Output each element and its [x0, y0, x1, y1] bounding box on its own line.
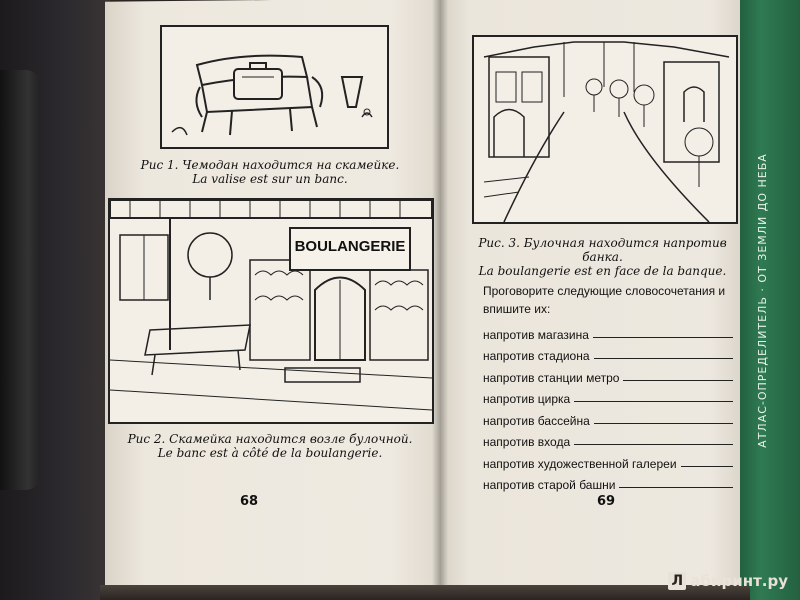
figure-2-caption: [110, 432, 430, 460]
exercise-answer-line[interactable]: [574, 444, 733, 445]
figure-3-caption-fr: La boulangerie est en face de la banque.: [478, 264, 727, 278]
exercise-instructions: Проговорите следующие словосочетания и впишите их:: [483, 284, 726, 316]
exercise-item-label: напротив входа: [483, 435, 571, 449]
figure-1-caption-fr: La valise est sur un banc.: [192, 172, 348, 186]
book-bottom-edge: [100, 585, 750, 600]
exercise-item-label: напротив магазина: [483, 327, 589, 342]
exercise-answer-line[interactable]: [623, 380, 733, 381]
exercise-item: [483, 471, 733, 493]
exercise-item: [483, 385, 733, 407]
exercise-answer-line[interactable]: [594, 423, 733, 424]
spine-title: АТЛАС-ОПРЕДЕЛИТЕЛЬ · ОТ ЗЕМЛИ ДО НЕБА: [755, 152, 769, 448]
exercise-answer-line[interactable]: [574, 401, 733, 402]
figure-2-caption-ru: Рис 2. Скамейка находится возле булочной.: [127, 432, 413, 446]
exercise-answer-line[interactable]: [593, 337, 733, 338]
exercise-item-label: напротив бассейна: [483, 413, 590, 428]
labirint-watermark: [668, 572, 788, 590]
exercise-item-label: напротив художественной галереи: [483, 456, 677, 471]
exercise-item-label: напротив станции метро: [483, 370, 620, 385]
device-edge: [0, 70, 40, 490]
exercise-item: [483, 363, 733, 385]
exercise-item: [483, 342, 733, 364]
exercise-item-label: напротив старой башни: [483, 478, 616, 492]
exercise-answer-line[interactable]: [594, 358, 733, 359]
exercise-answer-line[interactable]: [681, 466, 733, 467]
exercise-item: [483, 428, 733, 450]
exercise-item-label: напротив стадиона: [483, 349, 590, 363]
page-number-right: 69: [597, 494, 616, 509]
exercise-block: [483, 282, 733, 492]
exercise-item: [483, 406, 733, 428]
figure-2-caption-fr: Le banc est à côté de la boulangerie.: [157, 446, 383, 460]
watermark-text: абиринт.ру: [690, 572, 788, 590]
figure-1-bench-suitcase: [160, 25, 389, 149]
page-number-left: 68: [240, 494, 259, 509]
figure-3-street-view: [472, 35, 738, 224]
figure-3-caption: [470, 236, 735, 278]
exercise-item: [483, 449, 733, 471]
labirint-logo-icon: Л: [668, 572, 686, 590]
figure-2-boulangerie: [108, 198, 434, 424]
boulangerie-sign: BOULANGERIE: [294, 238, 406, 255]
figure-1-caption: [140, 158, 400, 186]
exercise-answer-line[interactable]: [619, 487, 733, 488]
figure-3-caption-ru: Рис. 3. Булочная находится напротив банка.: [478, 236, 727, 264]
figure-1-caption-ru: Рис 1. Чемодан находится на скамейке.: [140, 158, 400, 172]
exercise-item: [483, 320, 733, 342]
exercise-item-label: напротив цирка: [483, 392, 571, 406]
book-gutter: [432, 0, 448, 595]
